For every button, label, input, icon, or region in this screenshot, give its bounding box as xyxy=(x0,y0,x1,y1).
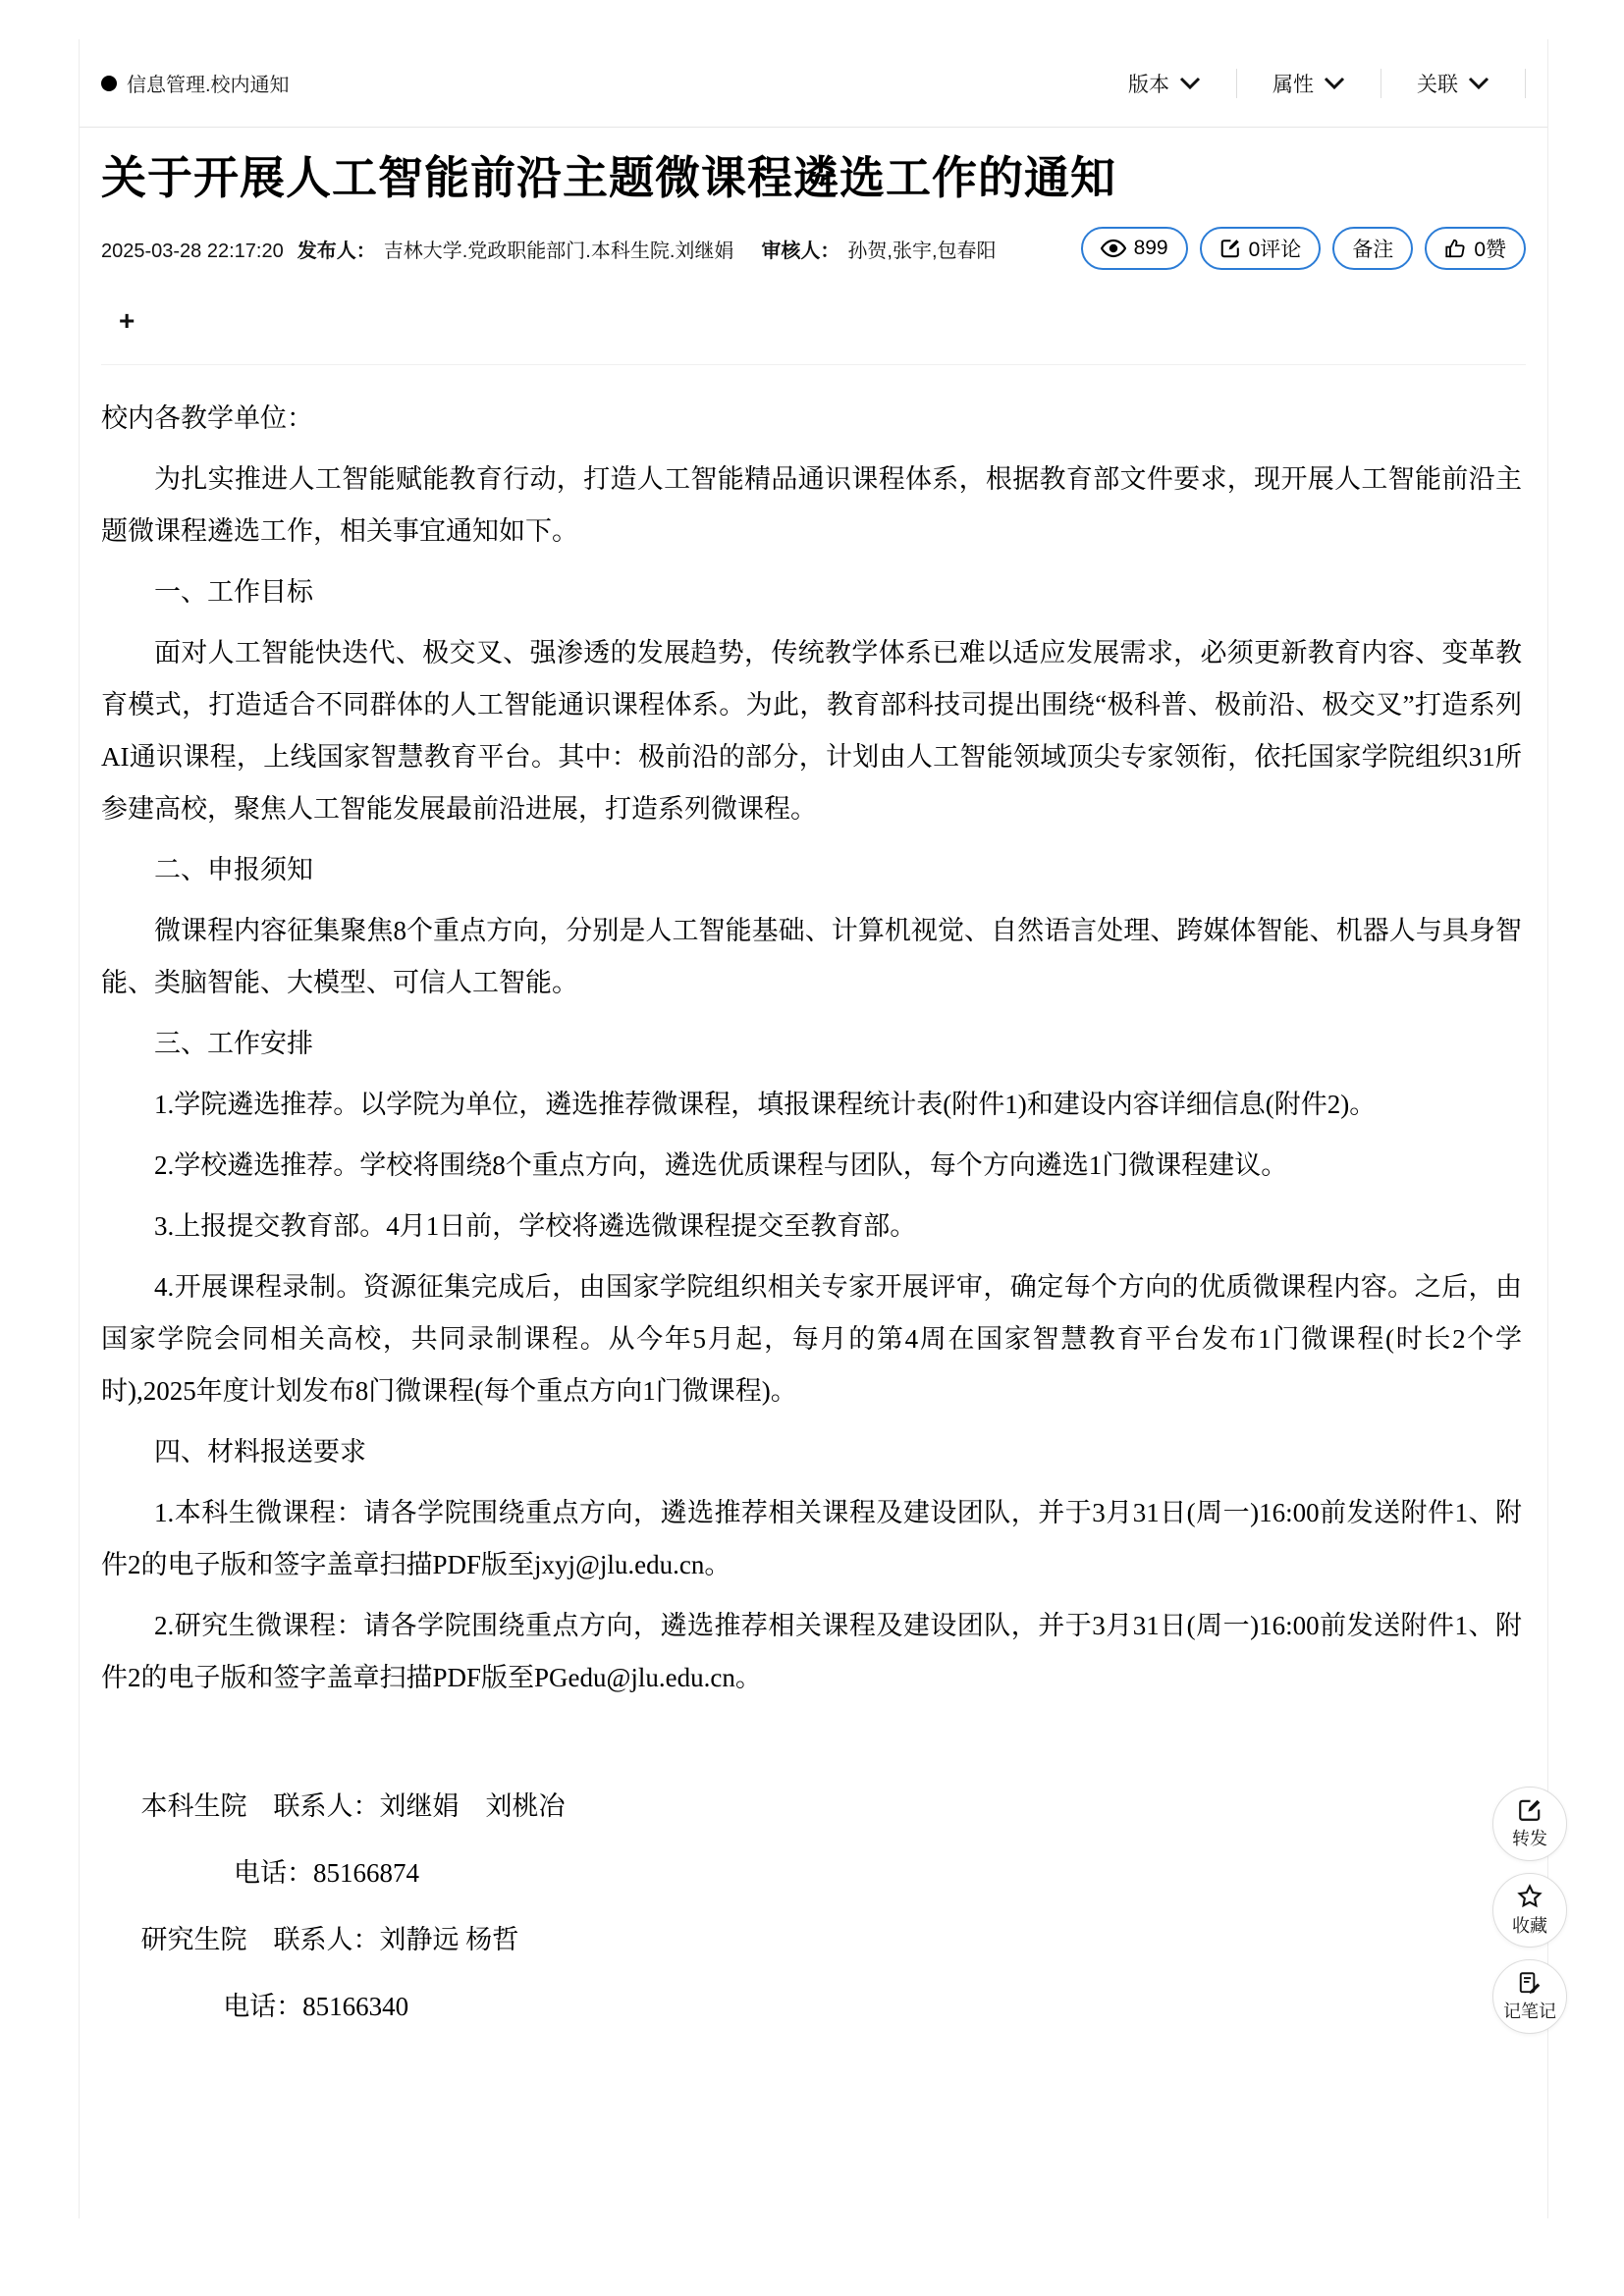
stat-badges xyxy=(1081,227,1526,270)
contact-graduate-phone: 电话：85166340 xyxy=(223,1992,409,2022)
menu-separator xyxy=(1525,69,1526,98)
views-count: 899 xyxy=(1133,237,1168,260)
note-badge[interactable] xyxy=(1332,227,1413,270)
attributes-menu-label: 属性 xyxy=(1272,73,1314,96)
relations-menu[interactable] xyxy=(1381,69,1525,98)
take-notes-label: 记笔记 xyxy=(1503,2002,1556,2021)
comments-count: 0评论 xyxy=(1248,239,1302,262)
chevron-down-icon xyxy=(1179,72,1201,95)
paragraph-step2: 2.学校遴选推荐。学校将围绕8个重点方向，遴选优质课程与团队，每个方向遴选1门微课程建议。 xyxy=(154,1150,1288,1181)
publisher-value: 吉林大学.党政职能部门.本科生院.刘继娟 xyxy=(383,240,734,262)
paragraph-step3: 3.上报提交教育部。4月1日前，学校将遴选微课程提交至教育部。 xyxy=(154,1211,917,1242)
paragraph-material-2: 2.研究生微课程：请各学院围绕重点方向，遴选推荐相关课程及建设团队，并于3月31日(周一)16:00前发送附件1、附件2的电子版和签字盖章扫描PDF版至PGedu@jlu.edu.cn。 xyxy=(101,1611,1522,1693)
star-icon xyxy=(1516,1883,1543,1910)
note-label: 备注 xyxy=(1352,239,1394,262)
article-body xyxy=(80,365,1547,2033)
comments-badge[interactable] xyxy=(1200,227,1322,270)
contact-undergrad: 本科生院 联系人：刘继娟 刘桃冶 xyxy=(140,1791,566,1822)
page-title: 关于开展人工智能前沿主题微课程遴选工作的通知 xyxy=(101,152,1116,203)
note-pencil-icon xyxy=(1517,1970,1543,1996)
heading-1: 一、工作目标 xyxy=(154,577,313,608)
favorite-button[interactable] xyxy=(1492,1873,1567,1948)
forward-label: 转发 xyxy=(1512,1829,1547,1848)
topbar-menus xyxy=(1093,69,1526,98)
forward-button[interactable] xyxy=(1492,1787,1567,1861)
breadcrumb-label: 信息管理.校内通知 xyxy=(127,75,290,96)
favorite-label: 收藏 xyxy=(1512,1916,1547,1936)
heading-3: 三、工作安排 xyxy=(154,1029,313,1059)
chevron-down-icon xyxy=(1468,72,1489,95)
publish-time: 2025-03-28 22:17:20 xyxy=(101,240,284,262)
heading-2: 二、申报须知 xyxy=(154,855,313,885)
version-menu[interactable] xyxy=(1093,69,1236,98)
comment-edit-icon xyxy=(1219,238,1241,259)
expand-row xyxy=(80,270,1547,335)
meta-row xyxy=(80,205,1547,270)
paragraph-apply: 微课程内容征集聚焦8个重点方向，分别是人工智能基础、计算机视觉、自然语言处理、跨媒体智能、机器人与具身智能、类脑智能、大模型、可信人工智能。 xyxy=(101,916,1522,998)
eye-icon xyxy=(1101,239,1126,258)
thumbs-up-icon xyxy=(1444,238,1466,259)
paragraph-goal: 面对人工智能快迭代、极交叉、强渗透的发展趋势，传统教学体系已难以适应发展需求，必须更新教育内容、变革教育模式，打造适合不同群体的人工智能通识课程体系。为此，教育部科技司提出围绕“极科普、极前沿、极交叉”打造系列AI通识课程，上线国家智慧教育平台。其中：极前沿的部分，计划由人工智能领域顶尖专家领衔，依托国家学院组织31所参建高校，聚焦人工智能发展最前沿进展，打造系列微课程。 xyxy=(101,638,1522,825)
reviewer-label: 审核人： xyxy=(761,240,840,262)
forward-icon xyxy=(1517,1797,1543,1823)
take-notes-button[interactable] xyxy=(1492,1959,1567,2034)
contact-block xyxy=(101,1781,1522,2033)
paragraph-material-1: 1.本科生微课程：请各学院围绕重点方向，遴选推荐相关课程及建设团队，并于3月31日(周一)16:00前发送附件1、附件2的电子版和签字盖章扫描PDF版至jxyj@jlu.edu.cn。 xyxy=(101,1498,1522,1580)
floating-actions xyxy=(1492,1787,1567,2034)
publisher-label: 发布人： xyxy=(297,240,376,262)
expand-toggle[interactable]: + xyxy=(119,305,135,337)
heading-4: 四、材料报送要求 xyxy=(154,1437,366,1468)
paragraph-intro: 为扎实推进人工智能赋能教育行动，打造人工智能精品通识课程体系，根据教育部文件要求，现开展人工智能前沿主题微课程遴选工作，相关事宜通知如下。 xyxy=(101,464,1522,547)
category-bullet-icon xyxy=(101,76,117,91)
topbar xyxy=(80,39,1547,128)
paragraph-step1: 1.学院遴选推荐。以学院为单位，遴选推荐微课程，填报课程统计表(附件1)和建设内容详细信息(附件2)。 xyxy=(154,1090,1377,1120)
views-badge[interactable] xyxy=(1081,227,1188,270)
article-meta xyxy=(101,235,1024,263)
paragraph-step4: 4.开展课程录制。资源征集完成后，由国家学院组织相关专家开展评审，确定每个方向的优质微课程内容。之后，由国家学院会同相关高校，共同录制课程。从今年5月起，每月的第4周在国家智慧教育平台发布1门微课程(时长2个学时),2025年度计划发布8门微课程(每个重点方向1门微课程)。 xyxy=(101,1272,1522,1407)
content-panel xyxy=(79,39,1548,2218)
attributes-menu[interactable] xyxy=(1237,69,1380,98)
likes-count: 0赞 xyxy=(1474,239,1506,262)
version-menu-label: 版本 xyxy=(1128,73,1169,96)
relations-menu-label: 关联 xyxy=(1417,73,1458,96)
chevron-down-icon xyxy=(1324,72,1345,95)
contact-graduate: 研究生院 联系人：刘静远 杨哲 xyxy=(140,1925,519,1955)
contact-undergrad-phone: 电话：85166874 xyxy=(234,1858,419,1889)
reviewer-value: 孙贺,张宇,包春阳 xyxy=(847,240,997,262)
breadcrumb[interactable] xyxy=(101,69,290,97)
likes-badge[interactable] xyxy=(1425,227,1526,270)
salutation: 校内各教学单位： xyxy=(101,403,313,434)
